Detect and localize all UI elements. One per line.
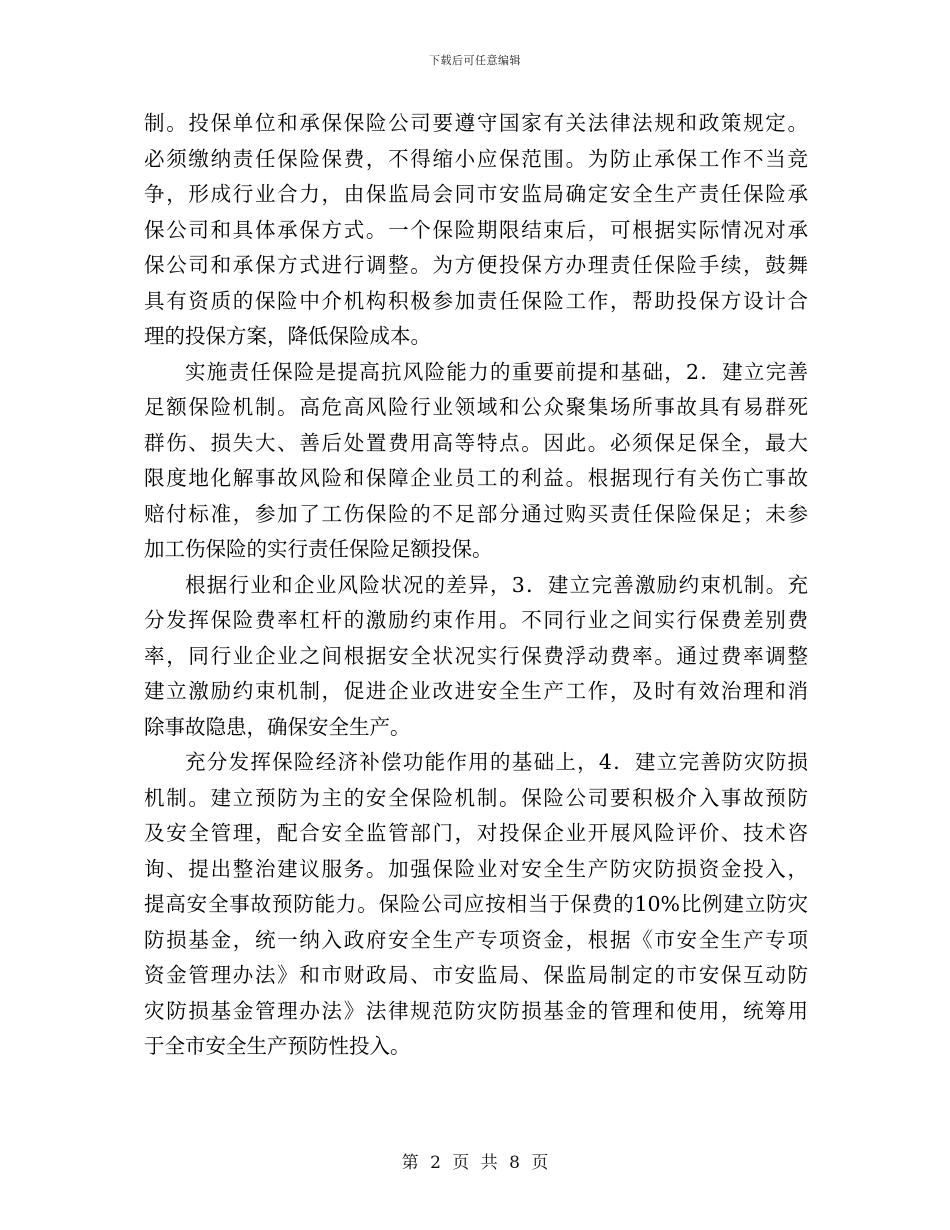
text-line: 加工伤保险的实行责任保险足额投保。 [144,537,493,561]
text-line: 足额保险机制。高危高风险行业领域和公众聚集场所事故具有易群死 [144,395,808,419]
text-line: 必须缴纳责任保险保费，不得缩小应保范围。为防止承保工作不当竞 [144,146,808,171]
document-body [144,106,808,1065]
text-line: 保公司和承保方式进行调整。为方便投保方办理责任保险手续，鼓舞 [144,253,808,277]
text-line: 具有资质的保险中介机构积极参加责任保险工作，帮助投保方设计合 [144,288,808,313]
text-line: 及安全管理，配合安全监管部门，对投保企业开展风险评价、技术咨 [144,821,808,845]
paragraph-1 [144,106,808,355]
text-line: 率，同行业企业之间根据安全状况实行保费浮动费率。通过费率调整 [144,643,808,668]
text-line: 机制。建立预防为主的安全保险机制。保险公司要积极介入事故预防 [144,785,808,810]
text-line: 于全市安全生产预防性投入。 [144,1034,411,1058]
text-line: 制。投保单位和承保保险公司要遵守国家有关法律法规和政策规定。 [144,111,808,135]
text-line: 询、提出整治建议服务。加强保险业对安全生产防灾防损资金投入， [144,856,808,881]
text-line: 资金管理办法》和市财政局、市安监局、保监局制定的市安保互动防 [144,963,808,987]
text-line: 建立激励约束机制，促进企业改进安全生产工作，及时有效治理和消 [144,679,808,703]
text-line: 根据行业和企业风险状况的差异，3．建立完善激励约束机制。充 [185,572,808,597]
text-line: 保公司和具体承保方式。一个保险期限结束后，可根据实际情况对承 [144,217,808,242]
text-line: 理的投保方案，降低保险成本。 [144,324,431,348]
paragraph-3 [144,568,808,746]
paragraph-2 [144,355,808,568]
paragraph-4 [144,745,808,1065]
text-line: 充分发挥保险经济补偿功能作用的基础上，4．建立完善防灾防损 [185,750,808,774]
text-line: 灾防损基金管理办法》法律规范防灾防损基金的管理和使用，统筹用 [144,998,808,1023]
page-header: 下载后可任意编辑 [429,54,521,67]
text-line: 实施责任保险是提高抗风险能力的重要前提和基础，2．建立完善 [185,359,808,384]
text-line: 除事故隐患，确保安全生产。 [144,714,411,739]
text-line: 提高安全事故预防能力。保险公司应按相当于保费的10%比例建立防灾 [144,892,808,916]
text-line: 分发挥保险费率杠杆的激励约束作用。不同行业之间实行保费差别费 [144,608,808,632]
text-line: 赔付标准，参加了工伤保险的不足部分通过购买责任保险保足；未参 [144,501,808,526]
text-line: 防损基金，统一纳入政府安全生产专项资金，根据《市安全生产专项 [144,927,808,952]
text-line: 限度地化解事故风险和保障企业员工的利益。根据现行有关伤亡事故 [144,466,808,490]
page-number-footer: 第 2 页 共 8 页 [401,1153,549,1173]
text-line: 争，形成行业合力，由保监局会同市安监局确定安全生产责任保险承 [144,182,808,206]
text-line: 群伤、损失大、善后处置费用高等特点。因此。必须保足保全，最大 [144,430,808,455]
